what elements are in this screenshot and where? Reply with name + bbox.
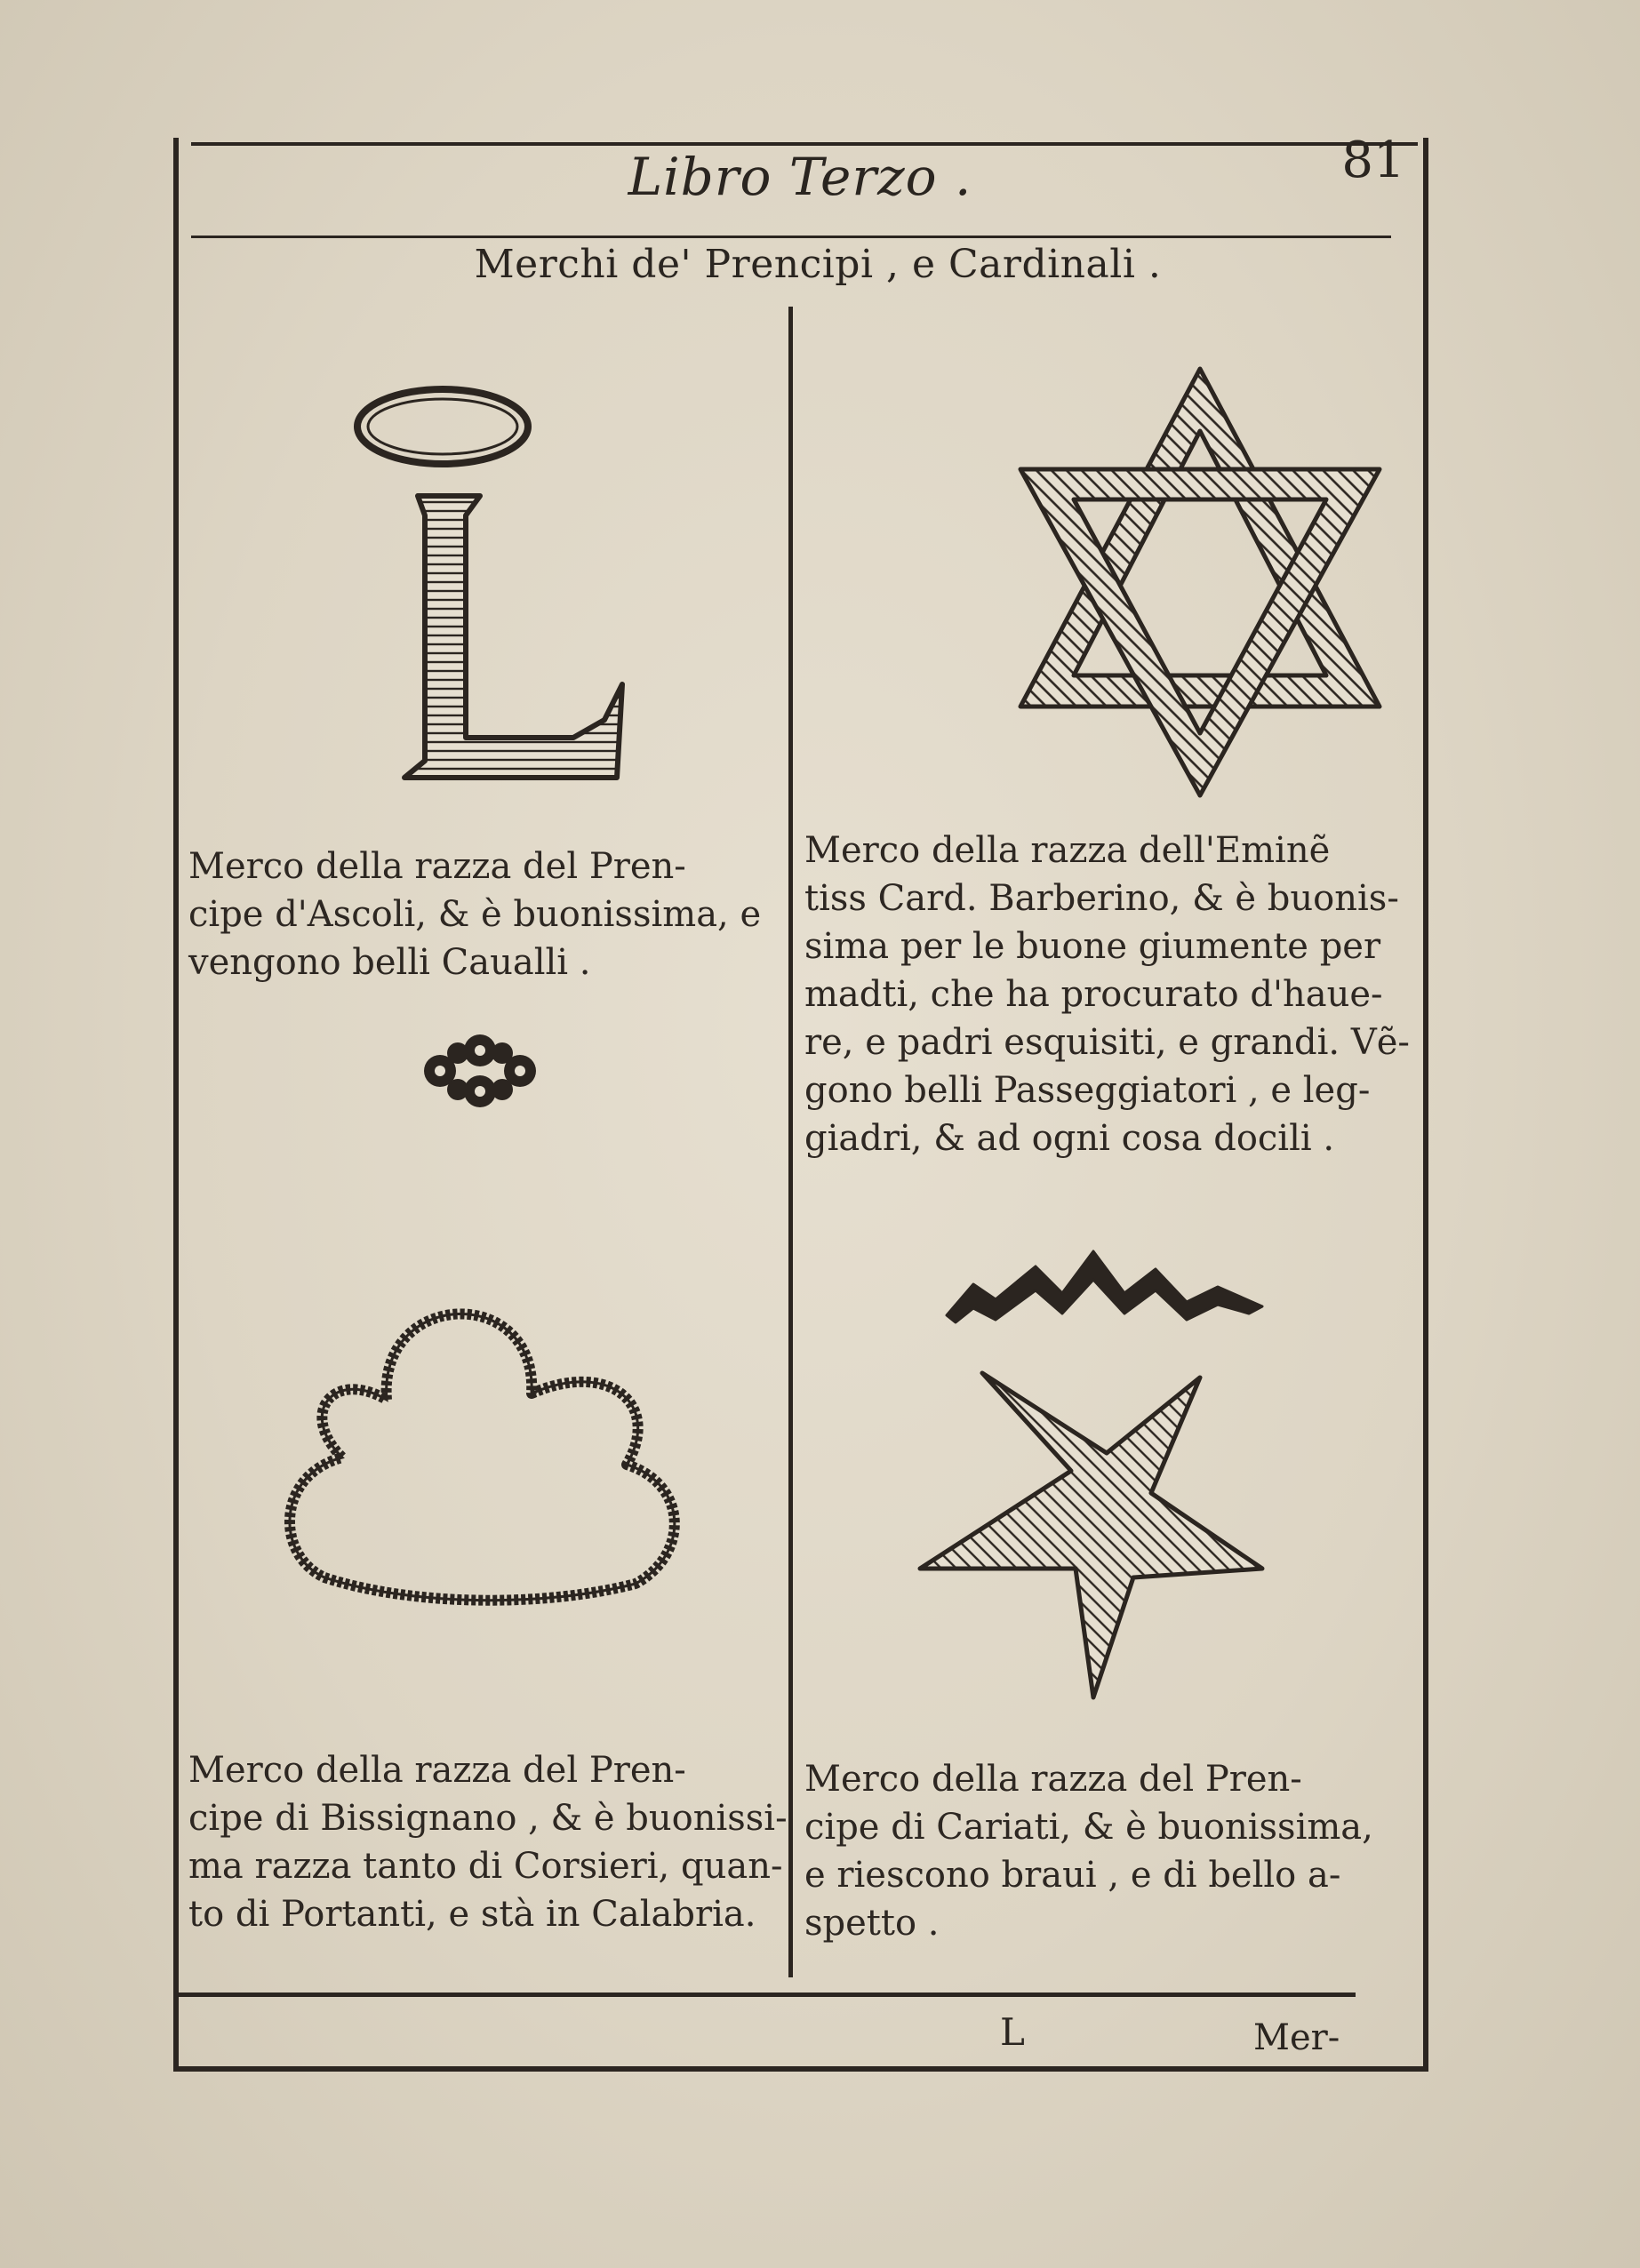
caption-line: Merco della razza del Pren- xyxy=(188,1750,686,1791)
caption-line: tiss Card. Barberino, & è buonis- xyxy=(804,878,1399,919)
caption-line: vengono belli Caualli . xyxy=(188,942,591,983)
caption-line: cipe d'Ascoli, & è buonissima, e xyxy=(188,894,762,935)
caption-cariati xyxy=(804,1755,1418,1947)
star-of-david-brand-icon xyxy=(1013,364,1387,800)
caption-line: giadri, & ad ogni cosa docili . xyxy=(804,1118,1335,1159)
caption-line: spetto . xyxy=(804,1903,940,1944)
caption-line: re, e padri esquisiti, e grandi. Vẽ- xyxy=(804,1022,1410,1063)
signature-mark: L xyxy=(1000,2010,1025,2054)
caption-line: sima per le buone giumente per xyxy=(804,926,1381,967)
footer-rule xyxy=(173,1992,1356,1997)
caption-barberino xyxy=(804,827,1418,1162)
caption-line: e riescono braui , e di bello a- xyxy=(804,1855,1341,1896)
caption-line: to di Portanti, e stà in Calabria. xyxy=(188,1894,756,1935)
catchword: Mer- xyxy=(1253,2017,1340,2058)
L-halo-brand-icon xyxy=(356,373,640,791)
caption-line: cipe di Cariati, & è buonissima, xyxy=(804,1807,1373,1848)
caption-line: madti, che ha procurato d'haue- xyxy=(804,974,1383,1015)
caption-line: Merco della razza dell'Eminẽ xyxy=(804,830,1331,871)
cloud-brand-icon xyxy=(280,1271,680,1613)
crowned-star-brand-icon xyxy=(911,1244,1284,1706)
caption-line: cipe di Bissignano , & è buonissi- xyxy=(188,1798,788,1839)
caption-ascoli xyxy=(188,843,780,986)
fleuron-ornament-icon xyxy=(413,1031,547,1111)
caption-line: ma razza tanto di Corsieri, quan- xyxy=(188,1846,783,1887)
page-number: 81 xyxy=(1341,132,1405,189)
caption-line: gono belli Passeggiatori , e leg- xyxy=(804,1070,1371,1111)
caption-line: Merco della razza del Pren- xyxy=(188,846,686,887)
running-title: Libro Terzo . xyxy=(628,147,972,207)
section-title: Merchi de' Prencipi , e Cardinali . xyxy=(474,242,1162,287)
caption-line: Merco della razza del Pren- xyxy=(804,1759,1302,1800)
caption-bissignano xyxy=(188,1746,788,1938)
column-divider xyxy=(788,307,793,1977)
